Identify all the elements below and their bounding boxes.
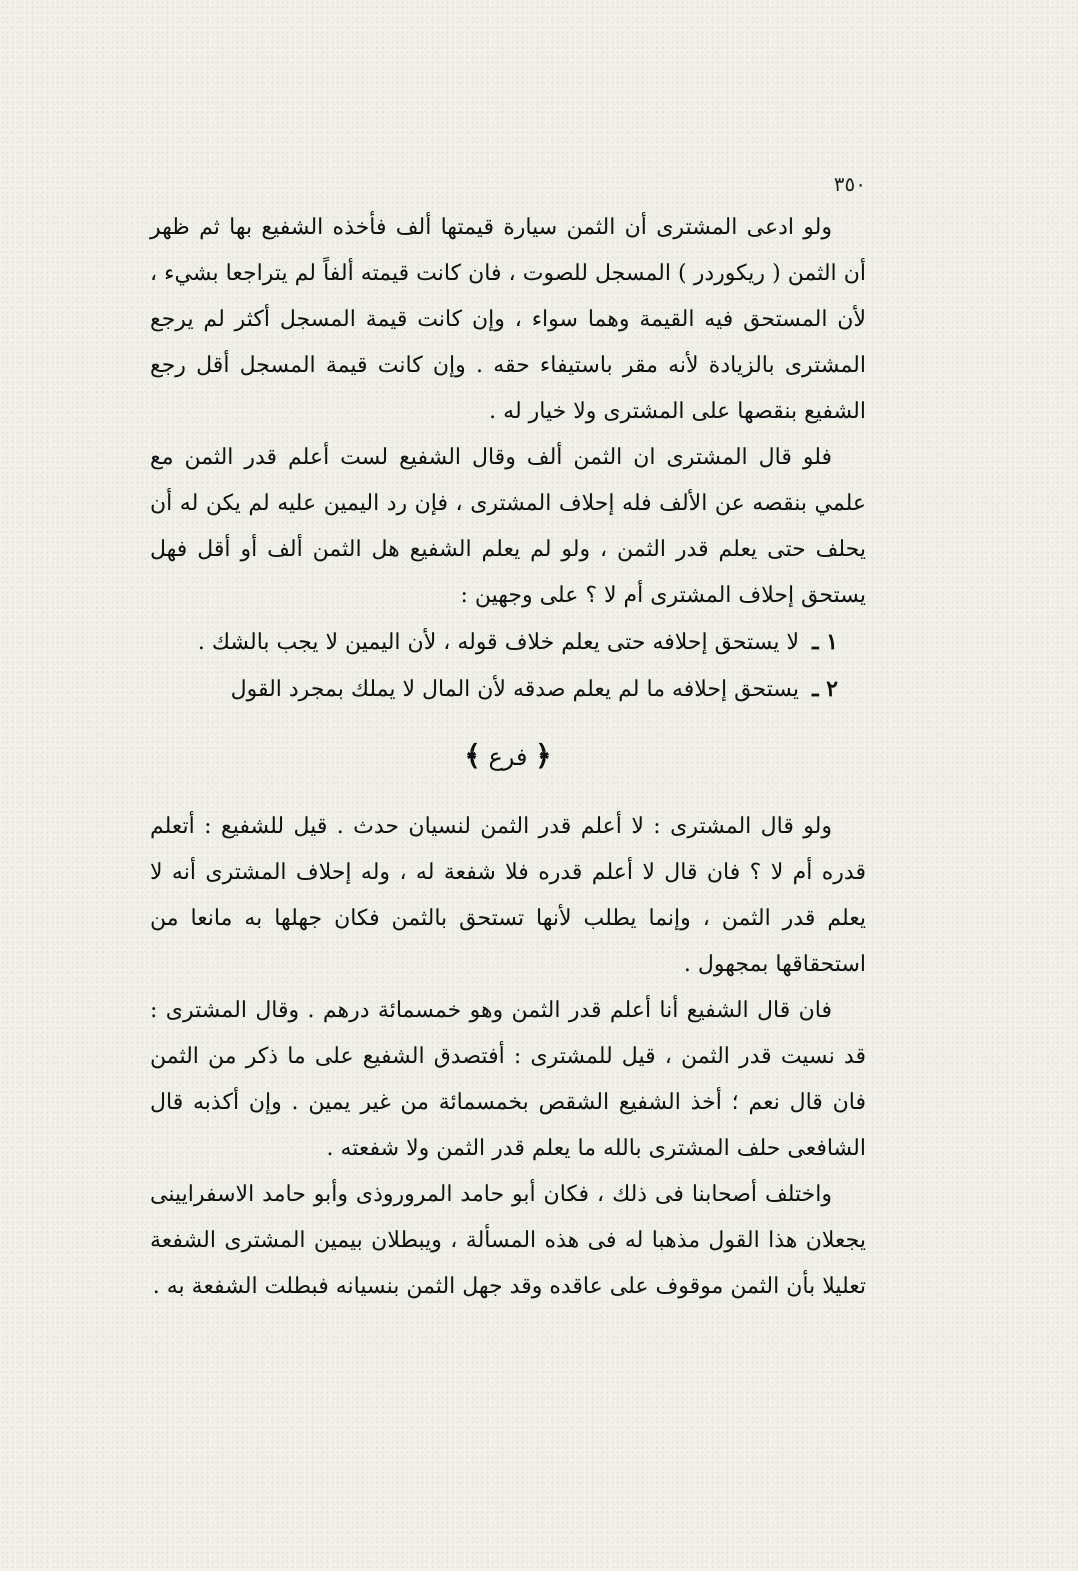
- list-item-text: يستحق إحلافه ما لم يعلم صدقه لأن المال لا يملك بمجرد القول: [230, 677, 800, 702]
- list-item: [150, 666, 866, 713]
- heading-bracket-close: ﴾: [464, 739, 481, 772]
- paragraph: ولو ادعى المشترى أن الثمن سيارة قيمتها ألف فأخذه الشفيع بها ثم ظهر أن الثمن ( ريكوردر ) المسجل للصوت ، فان كانت قيمته ألفاً لم يتراجعا بشيء ، لأن المستحق فيه القيمة وهما سواء ، وإن كانت قيمة المسجل أكثر لم يرجع المشترى بالزيادة لأنه مقر باستيفاء حقه . وإن كانت قيمة المسجل أقل رجع الشفيع بنقصها على المشترى ولا خيار له .: [150, 215, 866, 424]
- list-item-text: لا يستحق إحلافه حتى يعلم خلاف قوله ، لأن اليمين لا يجب بالشك .: [197, 630, 800, 655]
- list-item: [150, 619, 866, 666]
- paragraph: فلو قال المشترى ان الثمن ألف وقال الشفيع لست أعلم قدر الثمن مع علمي بنقصه عن الألف فله إحلاف المشترى ، فإن رد اليمين عليه لم يكن له أن يحلف حتى يعلم قدر الثمن ، ولو لم يعلم الشفيع هل الثمن ألف أو أقل فهل يستحق إحلاف المشترى أم لا ؟ على وجهين :: [150, 445, 866, 608]
- paragraph: ولو قال المشترى : لا أعلم قدر الثمن لنسيان حدث . قيل للشفيع : أتعلم قدره أم لا ؟ فان قال لا أعلم قدره فلا شفعة له ، وله إحلاف المشترى أنه لا يعلم قدر الثمن ، وإنما يطلب لأنها تستحق بالثمن فكان جهلها به مانعا من استحقاقها بمجهول .: [150, 814, 866, 977]
- list-item-number: ٢ ـ: [812, 676, 838, 702]
- page-number: ٣٥٠: [833, 172, 866, 196]
- numbered-list: [150, 619, 866, 713]
- heading-text: فرع: [488, 743, 528, 771]
- section-heading: [150, 733, 866, 780]
- page-body: [150, 205, 866, 1310]
- heading-bracket-open: ﴿: [535, 739, 552, 772]
- paragraph: واختلف أصحابنا فى ذلك ، فكان أبو حامد المروروذى وأبو حامد الاسفرايينى يجعلان هذا القول مذهبا له فى هذه المسألة ، ويبطلان بيمين المشترى الشفعة تعليلا بأن الثمن موقوف على عاقده وقد جهل الثمن بنسيانه فبطلت الشفعة به .: [150, 1182, 866, 1299]
- paragraph: فان قال الشفيع أنا أعلم قدر الثمن وهو خمسمائة درهم . وقال المشترى : قد نسيت قدر الثمن ، قيل للمشترى : أفتصدق الشفيع على ما ذكر من الثمن فان قال نعم ؛ أخذ الشفيع الشقص بخمسمائة من غير يمين . وإن أكذبه قال الشافعى حلف المشترى بالله ما يعلم قدر الثمن ولا شفعته .: [150, 998, 866, 1161]
- list-item-number: ١ ـ: [812, 629, 838, 655]
